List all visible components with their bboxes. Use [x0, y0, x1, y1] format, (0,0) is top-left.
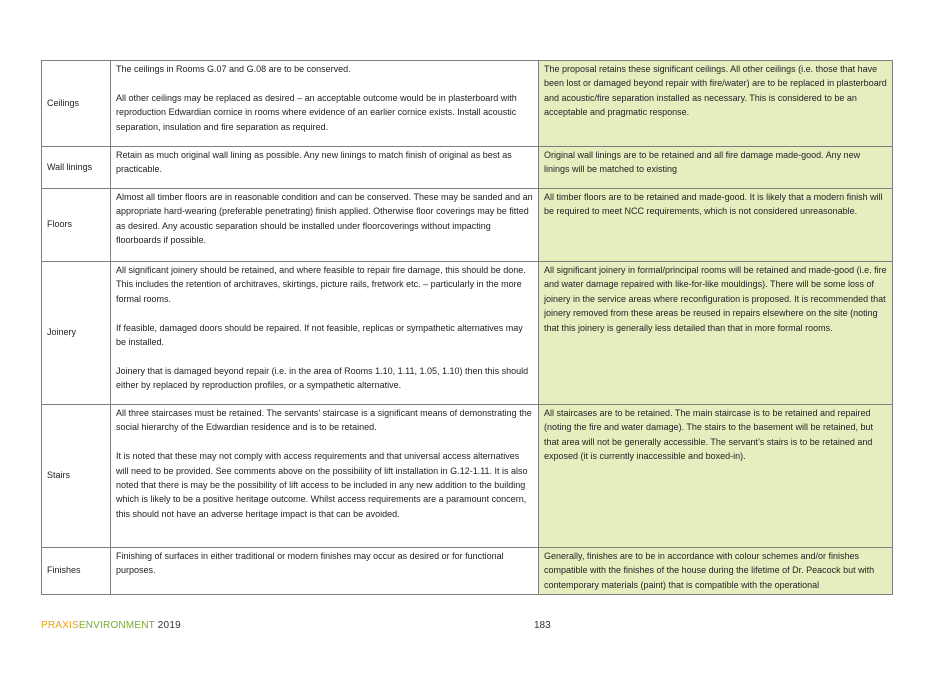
response-cell — [539, 147, 893, 189]
policy-paragraph: All significant joinery should be retained, and where feasible to repair fire damage, this should be done. This includes the retention of architraves, skirtings, picture rails, fretwork etc. – particularly in the more formal rooms. — [116, 265, 526, 304]
row-label: Floors — [42, 189, 111, 262]
policy-cell — [111, 262, 539, 405]
policy-cell — [111, 548, 539, 595]
response-paragraph: All timber floors are to be retained and made-good. It is likely that a modern finish will be required to meet NCC requirements, which is not considered unreasonable. — [544, 192, 883, 217]
footer-year: 2019 — [157, 620, 181, 631]
response-cell — [539, 548, 893, 595]
row-label: Wall linings — [42, 147, 111, 189]
response-paragraph: Original wall linings are to be retained and all fire damage made-good. Any new linings will be matched to existing — [544, 150, 861, 175]
table-row-joinery — [42, 262, 893, 405]
policy-cell — [111, 61, 539, 147]
policy-paragraph: All other ceilings may be replaced as desired – an acceptable outcome would be in plasterboard with reproduction Edwardian cornice in rooms where evidence of an earlier cornice exists. Install acoustic separation, insulation and fire separation as required. — [116, 92, 517, 132]
response-paragraph: All significant joinery in formal/principal rooms will be retained and made-good (i.e. fire and water damage repaired with like-for-like mouldings). There will be some loss of joinery in the service areas where reconfiguration is proposed. It is recommended that joinery removed from these areas be reused in repairs elsewhere on the site (noting that this joinery is generally less detailed than that in more formal rooms. — [544, 265, 887, 333]
heritage-policy-table — [41, 60, 893, 595]
table-row-stairs — [42, 405, 893, 548]
table-row-finishes — [42, 548, 893, 595]
policy-paragraph: If feasible, damaged doors should be repaired. If not feasible, replicas or sympathetic alternatives may be installed. — [116, 322, 523, 348]
policy-paragraph: The ceilings in Rooms G.07 and G.08 are to be conserved. — [116, 64, 351, 74]
brand-environment: ENVIRONMENT — [78, 620, 155, 631]
response-cell — [539, 262, 893, 405]
policy-paragraph: It is noted that these may not comply with access requirements and that universal access alternatives will need to be provided. See comments above on the possibility of lift installation in G.12-1.11. It is also noted that there is may be the possibility of lift access to be included in any new addition to the building which is likely to be a positive heritage outcome. Whilst access requirements are a paramount concern, this should not have an adverse heritage impact is that can be avoided. — [116, 451, 528, 519]
table-row-floors — [42, 189, 893, 262]
page-number: 183 — [534, 620, 551, 631]
table-row-wall-linings — [42, 147, 893, 189]
row-label: Finishes — [42, 548, 111, 595]
response-cell — [539, 405, 893, 548]
row-label: Joinery — [42, 262, 111, 405]
brand-praxis: PRAXIS — [41, 620, 79, 631]
policy-cell — [111, 147, 539, 189]
response-paragraph: All staircases are to be retained. The main staircase is to be retained and repaired (noting the fire and water damage). The stairs to the basement will be retained, but that area will not be generally accessible. The servant’s stairs is to be retained and exposed (it is currently inaccessible and boxed-in). — [544, 408, 874, 462]
response-paragraph: Generally, finishes are to be in accordance with colour schemes and/or finishes compatible with the finishes of the house during the lifetime of Dr. Peacock but with contemporary materials (paint) that is compatible with the operational — [544, 551, 875, 590]
policy-cell — [111, 189, 539, 262]
policy-cell — [111, 405, 539, 548]
response-paragraph: The proposal retains these significant ceilings. All other ceilings (i.e. those that have been lost or damaged beyond repair with fire/water) are to be replaced in plasterboard and acoustic/fire separation installed as necessary. This is considered to be an acceptable and pragmatic response. — [544, 64, 887, 118]
policy-paragraph: Retain as much original wall lining as possible. Any new linings to match finish of original as best as practicable. — [116, 150, 512, 175]
row-label: Stairs — [42, 405, 111, 548]
policy-paragraph: Finishing of surfaces in either traditional or modern finishes may occur as desired or for functional purposes. — [116, 551, 504, 576]
table-row-ceilings — [42, 61, 893, 147]
response-cell — [539, 189, 893, 262]
policy-paragraph: Almost all timber floors are in reasonable condition and can be conserved. These may be sanded and an appropriate hard-wearing (preferable penetrating) finish applied. Otherwise floor coverings may be fitted as desired. Any acoustic separation should be installed under floorcoverings without impacting floorboards if possible. — [116, 192, 533, 246]
response-cell — [539, 61, 893, 147]
row-label: Ceilings — [42, 61, 111, 147]
policy-paragraph: All three staircases must be retained. The servants’ staircase is a significant means of demonstrating the social hierarchy of the Edwardian residence and is to be retained. — [116, 408, 532, 433]
policy-paragraph: Joinery that is damaged beyond repair (i.e. in the area of Rooms 1.10, 1.11, 1.05, 1.10) then this should either by replaced by reproduction profiles, or a sympathetic alternative. — [116, 365, 529, 391]
footer-brand — [41, 620, 181, 631]
